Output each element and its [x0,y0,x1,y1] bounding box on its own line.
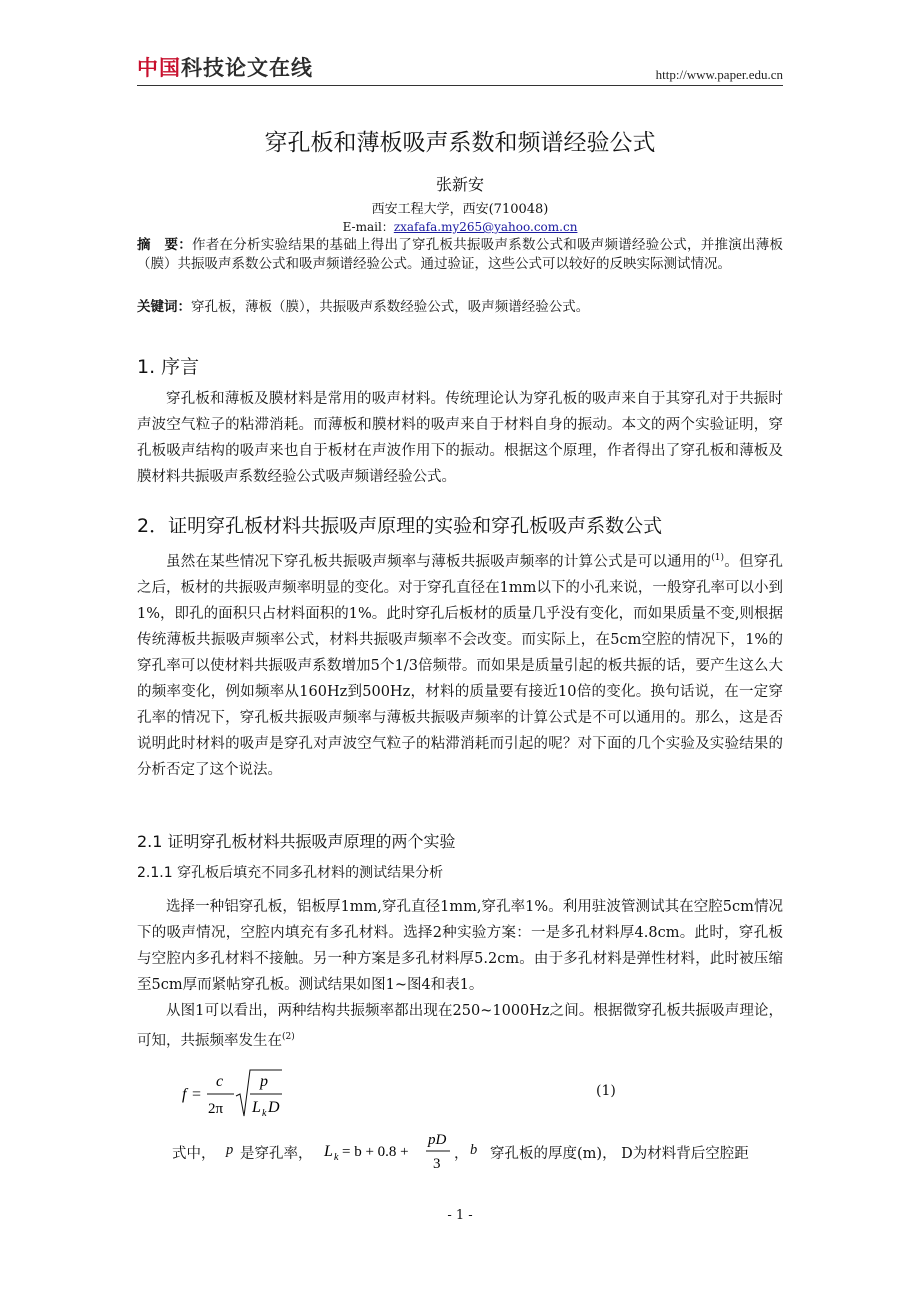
section-2-1-1-paragraph-1: 选择一种铝穿孔板，铝板厚1mm,穿孔直径1mm,穿孔率1%。利用驻波管测试其在空腔5cm情况下的吸声情况，空腔内填充有多孔材料。选择2种实验方案：一是多孔材料厚4.8cm。此时，穿孔板与空腔内多孔材料不接触。另一种方案是多孔材料厚5.2cm。由于多孔材料是弹性材料，此时被压缩至5cm厚而紧帖穿孔板。测试结果如图1~图4和表1。 [137,899,783,993]
logo-red-text: 中国 [137,56,181,80]
formula-c: c [216,1073,224,1090]
where-b-desc: 穿孔板的厚度(m)， D为材料背后空腔距 [490,1146,749,1162]
header-divider [137,85,783,86]
formula-equals: = [192,1086,202,1103]
keywords-label: 关键词： [137,299,191,315]
formula-f: f [182,1086,187,1103]
formula-L: L [252,1099,261,1116]
section-2-1-1-paragraph-2 [137,998,783,1054]
where-comma: ， [454,1146,469,1162]
keywords [137,298,783,317]
formula-explanation [172,1134,792,1174]
section-1-paragraph: 穿孔板和薄板及膜材料是常用的吸声材料。传统理论认为穿孔板的吸声来自于其穿孔对于共振时声波空气粒子的粘滞消耗。而薄板和膜材料的吸声来自于材料自身的振动。本文的两个实验证明，穿孔板吸声结构的吸声来也自于板材在声波作用下的振动。根据这个原理，作者得出了穿孔板和薄板及膜材料共振吸声系数经验公式吸声频谱经验公式。 [137,391,783,485]
where-b: b [470,1142,478,1158]
formula-2pi: 2π [208,1101,224,1117]
section-2-heading: 2．证明穿孔板材料共振吸声原理的实验和穿孔板吸声系数公式 [137,515,663,537]
lk-denominator: 3 [433,1156,441,1172]
keywords-text: 穿孔板，薄板（膜），共振吸声系数经验公式，吸声频谱经验公式。 [191,299,590,315]
logo-dark-text: 科技论文在线 [181,56,313,80]
affiliation: 西安工程大学，西安(710048) [371,202,549,217]
section-2-1-heading: 2.1 证明穿孔板材料共振吸声原理的两个实验 [137,832,456,851]
citation-2[interactable]: (2) [282,1032,295,1042]
page-header [137,52,783,86]
equation-number: (1) [596,1083,616,1099]
resonance-frequency-formula [178,1066,318,1126]
page-number: - 1 - [447,1208,473,1223]
lk-numerator: pD [428,1132,447,1148]
abstract-label: 摘 要： [137,237,192,253]
abstract-text: 作者在分析实验结果的基础上得出了穿孔板共振吸声系数公式和吸声频谱经验公式，并推演出薄板（膜）共振吸声系数公式和吸声频谱经验公式。通过验证，这些公式可以较好的反映实际测试情况。 [137,237,783,272]
where-p: p [226,1142,234,1158]
email-line [0,218,920,235]
lk-expression: = b + 0.8 + [342,1144,409,1160]
section-2-text-b: 。但穿孔之后，板材的共振吸声频率明显的变化。对于穿孔直径在1mm以下的小孔来说，一般穿孔率可以小到1%，即孔的面积只占材料面积的1%。此时穿孔后板材的质量几乎没有变化，而如果质量不变,则根据传统薄板共振吸声频率公式，材料共振吸声频率不会改变。而实际上，在5cm空腔的情况下，1%的穿孔率可以使材料共振吸声系数增加5个1/3倍频带。而如果是质量引起的板共振的话，要产生这么大的频率变化，例如频率从160Hz到500Hz，材料的质量要有接近10倍的变化。换句话说，在一定穿孔率的情况下，穿孔板共振吸声频率与薄板共振吸声频率的计算公式是不可以通用的。那么，这是否说明此时材料的吸声是穿孔对声波空气粒子的粘滞消耗而引起的呢？对下面的几个实验及实验结果的分析否定了这个说法。 [137,553,783,778]
lk-formula [322,1128,452,1176]
formula-D: D [268,1099,280,1116]
lk-L: L [324,1143,333,1160]
site-logo[interactable] [137,52,313,82]
formula-p: p [260,1073,268,1090]
section-2-1-1-text: 从图1可以看出，两种结构共振频率都出现在250~1000Hz之间。根据微穿孔板共振吸声理论，可知，共振频率发生在 [137,1003,783,1049]
abstract [137,236,783,274]
section-1-heading: 1. 序言 [137,356,200,378]
email-link[interactable]: zxafafa.my265@yahoo.com.cn [393,220,578,234]
paper-title: 穿孔板和薄板吸声系数和频谱经验公式 [264,130,656,156]
section-2-paragraph [137,545,783,783]
site-url[interactable]: http://www.paper.edu.cn [655,67,783,82]
where-p-desc: 是穿孔率， [240,1146,313,1162]
lk-k: k [334,1152,339,1163]
formula-k: k [262,1108,267,1119]
section-2-1-1-heading: 2.1.1 穿孔板后填充不同多孔材料的测试结果分析 [137,865,444,881]
email-label: E-mail： [342,220,394,234]
author-name: 张新安 [435,175,484,194]
section-2-text-a: 虽然在某些情况下穿孔板共振吸声频率与薄板共振吸声频率的计算公式是可以通用的 [166,553,712,570]
where-prefix: 式中， [172,1146,216,1162]
citation-1[interactable]: (1) [711,553,725,563]
